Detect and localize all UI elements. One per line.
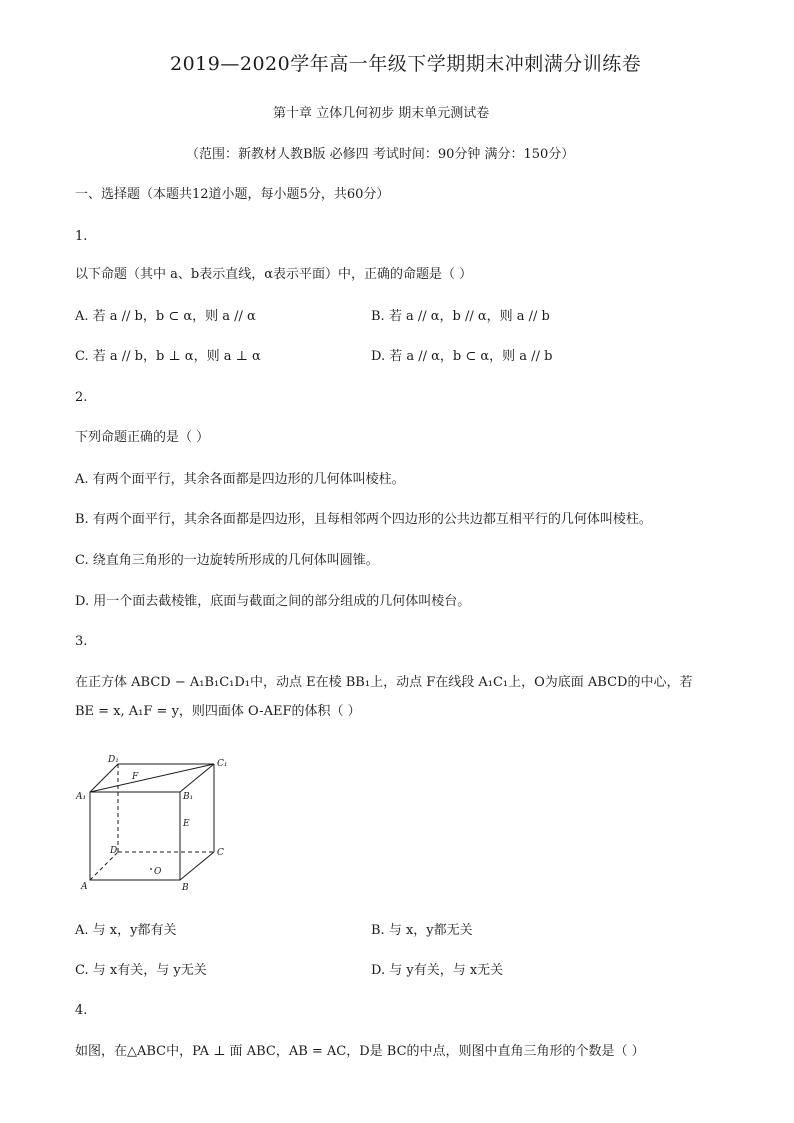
q3-option-b: B. 与 x，y都无关	[371, 923, 473, 938]
edge-a1-d1	[90, 764, 118, 792]
segment-a1-c1	[90, 764, 214, 792]
q1-option-b: B. 若 a // α，b // α，则 a // b	[371, 309, 550, 324]
edge-b-c	[180, 852, 214, 880]
front-face	[90, 792, 180, 880]
label-c: C	[217, 848, 224, 858]
q1-number: 1.	[75, 229, 88, 244]
exam-scope: （范围：新教材人教B版 必修四 考试时间：90分钟 满分：150分）	[186, 147, 575, 162]
point-o	[150, 868, 152, 870]
label-o: O	[154, 867, 162, 877]
chapter-subtitle: 第十章 立体几何初步 期末单元测试卷	[273, 106, 490, 121]
label-b: B	[182, 883, 189, 893]
q2-option-b: B. 有两个面平行，其余各面都是四边形，且每相邻两个四边形的公共边都互相平行的几何体叫棱柱。	[75, 512, 652, 527]
q3-option-a: A. 与 x，y都有关	[75, 923, 177, 938]
q3-stem-line1: 在正方体 ABCD − A₁B₁C₁D₁中，动点 E在棱 BB₁上，动点 F在线段 A₁C₁上，O为底面 ABCD的中心，若	[75, 675, 693, 690]
label-d: D	[110, 846, 118, 856]
edge-a-d	[90, 852, 118, 880]
label-a1: A₁	[76, 792, 87, 802]
label-e: E	[183, 819, 190, 829]
label-d1: D₁	[108, 755, 119, 765]
cube-figure	[72, 752, 242, 897]
q2-option-a: A. 有两个面平行，其余各面都是四边形的几何体叫棱柱。	[75, 472, 405, 487]
label-a: A	[81, 882, 88, 892]
q4-stem: 如图，在△ABC中，PA ⊥ 面 ABC，AB = AC，D是 BC的中点，则图中直角三角形的个数是（ ）	[75, 1044, 645, 1059]
q2-option-d: D. 用一个面去截棱锥，底面与截面之间的部分组成的几何体叫棱台。	[75, 594, 471, 609]
label-f: F	[132, 772, 139, 782]
q3-stem-line2: BE = x, A₁F = y，则四面体 O-AEF的体积（ ）	[75, 704, 361, 719]
q2-number: 2.	[75, 390, 88, 405]
q2-option-c: C. 绕直角三角形的一边旋转所形成的几何体叫圆锥。	[75, 553, 379, 568]
label-b1: B₁	[183, 792, 194, 802]
q3-option-d: D. 与 y有关，与 x无关	[371, 963, 504, 978]
q1-stem: 以下命题（其中 a、b表示直线，α表示平面）中，正确的命题是（ ）	[75, 267, 473, 282]
q3-option-c: C. 与 x有关，与 y无关	[75, 963, 207, 978]
q1-option-d: D. 若 a // α，b ⊂ α，则 a // b	[371, 349, 553, 364]
q3-number: 3.	[75, 634, 88, 649]
q1-option-a: A. 若 a // b，b ⊂ α，则 a // α	[75, 309, 256, 324]
exam-title: 2019—2020学年高一年级下学期期末冲刺满分训练卷	[170, 53, 642, 75]
section-heading: 一、选择题（本题共12道小题，每小题5分，共60分）	[75, 187, 390, 202]
q4-number: 4.	[75, 1003, 88, 1018]
q1-option-c: C. 若 a // b，b ⊥ α，则 a ⊥ α	[75, 349, 261, 364]
q2-stem: 下列命题正确的是（ ）	[75, 430, 210, 445]
label-c1: C₁	[217, 759, 228, 769]
